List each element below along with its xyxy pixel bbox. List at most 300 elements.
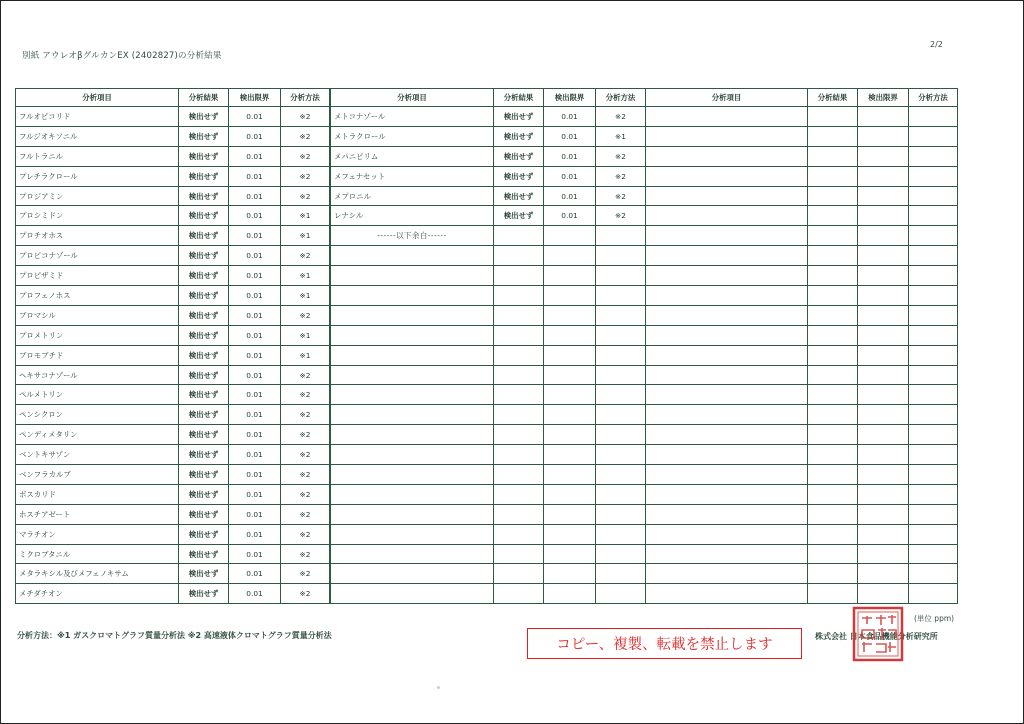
detection-limit: 0.01 <box>229 305 281 325</box>
empty-cell <box>646 445 808 465</box>
empty-cell <box>858 345 909 365</box>
analysis-method: ※2 <box>281 107 330 127</box>
empty-cell <box>544 266 596 286</box>
analysis-method: ※2 <box>281 445 330 465</box>
table-row <box>16 385 330 405</box>
table-row <box>16 564 330 584</box>
empty-cell <box>808 425 858 445</box>
table-row <box>16 425 330 445</box>
detection-limit: 0.01 <box>229 524 281 544</box>
empty-cell <box>596 445 646 465</box>
empty-cell <box>544 325 596 345</box>
empty-cell <box>596 286 646 306</box>
table-row <box>16 107 330 127</box>
empty-cell <box>544 365 596 385</box>
empty-cell <box>808 544 858 564</box>
table-row <box>331 385 646 405</box>
analysis-item-name: プレチラクロール <box>16 166 179 186</box>
detection-limit: 0.01 <box>229 166 281 186</box>
table-row <box>16 465 330 485</box>
analysis-item-name: ブロモブチド <box>16 345 179 365</box>
empty-cell <box>808 206 858 226</box>
empty-cell <box>331 345 494 365</box>
analysis-method: ※1 <box>281 266 330 286</box>
analysis-item-name: ヘキサコナゾール <box>16 365 179 385</box>
analysis-result: 検出せず <box>494 166 544 186</box>
table-row <box>646 564 958 584</box>
analysis-result: 検出せず <box>179 107 229 127</box>
empty-cell <box>596 584 646 604</box>
empty-cell <box>544 524 596 544</box>
analysis-method: ※1 <box>281 325 330 345</box>
analysis-result: 検出せず <box>179 524 229 544</box>
empty-cell <box>858 584 909 604</box>
empty-cell <box>544 484 596 504</box>
detection-limit: 0.01 <box>229 107 281 127</box>
empty-cell <box>331 504 494 524</box>
empty-cell <box>596 465 646 485</box>
table-row <box>646 445 958 465</box>
empty-cell <box>494 365 544 385</box>
empty-cell <box>808 146 858 166</box>
empty-cell <box>596 385 646 405</box>
empty-cell <box>544 584 596 604</box>
empty-cell <box>646 484 808 504</box>
empty-cell <box>808 246 858 266</box>
empty-cell <box>858 126 909 146</box>
column-header-limit: 検出限界 <box>229 89 281 107</box>
table-row <box>16 445 330 465</box>
analysis-method: ※1 <box>596 126 646 146</box>
analysis-method: ※1 <box>281 345 330 365</box>
empty-cell <box>331 246 494 266</box>
empty-cell <box>909 465 958 485</box>
detection-limit: 0.01 <box>229 484 281 504</box>
empty-cell <box>494 544 544 564</box>
table-row <box>646 286 958 306</box>
empty-cell <box>544 246 596 266</box>
empty-cell <box>909 385 958 405</box>
empty-cell <box>646 564 808 584</box>
empty-cell <box>494 504 544 524</box>
analysis-method: ※1 <box>281 226 330 246</box>
empty-cell <box>646 425 808 445</box>
unit-label: (単位 ppm) <box>914 614 955 623</box>
empty-cell <box>331 405 494 425</box>
table-row <box>646 524 958 544</box>
analysis-method: ※2 <box>281 166 330 186</box>
detection-limit: 0.01 <box>229 544 281 564</box>
table-row <box>16 286 330 306</box>
table-row <box>331 524 646 544</box>
analysis-item-name: フルオピコリド <box>16 107 179 127</box>
analysis-result: 検出せず <box>179 425 229 445</box>
empty-cell <box>596 524 646 544</box>
analysis-result: 検出せず <box>179 146 229 166</box>
table-header-row <box>331 89 646 107</box>
empty-cell <box>494 524 544 544</box>
table-row <box>16 186 330 206</box>
empty-cell <box>858 524 909 544</box>
table-row <box>331 465 646 485</box>
analysis-result: 検出せず <box>179 186 229 206</box>
page-title: 別紙 アウレオβグルカンEX (2402827)の分析結果 <box>22 51 222 61</box>
table-row <box>646 584 958 604</box>
empty-cell <box>808 107 858 127</box>
empty-cell <box>331 266 494 286</box>
detection-limit: 0.01 <box>229 126 281 146</box>
table-row <box>331 266 646 286</box>
empty-cell <box>858 325 909 345</box>
results-table-middle <box>330 88 646 604</box>
column-header-method: 分析方法 <box>281 89 330 107</box>
table-row <box>331 584 646 604</box>
column-header-limit: 検出限界 <box>544 89 596 107</box>
empty-cell <box>909 445 958 465</box>
empty-cell <box>808 266 858 286</box>
analysis-item-name: ブロマシル <box>16 305 179 325</box>
table-row <box>646 544 958 564</box>
analysis-item-name: ベンフラカルブ <box>16 465 179 485</box>
empty-cell <box>494 405 544 425</box>
table-row <box>16 345 330 365</box>
detection-limit: 0.01 <box>229 405 281 425</box>
detection-limit: 0.01 <box>229 206 281 226</box>
column-header-item: 分析項目 <box>331 89 494 107</box>
detection-limit: 0.01 <box>544 166 596 186</box>
empty-cell <box>909 544 958 564</box>
table-row <box>331 405 646 425</box>
company-seal-stamp <box>852 606 904 662</box>
empty-cell <box>808 445 858 465</box>
empty-cell <box>808 186 858 206</box>
empty-cell <box>808 345 858 365</box>
empty-cell <box>909 206 958 226</box>
analysis-method: ※2 <box>596 107 646 127</box>
empty-cell <box>909 425 958 445</box>
empty-cell <box>646 504 808 524</box>
analysis-item-name: メフェナセット <box>331 166 494 186</box>
column-header-result: 分析結果 <box>179 89 229 107</box>
analysis-result: 検出せず <box>494 206 544 226</box>
empty-cell <box>596 564 646 584</box>
empty-cell <box>808 564 858 584</box>
empty-cell <box>331 325 494 345</box>
analysis-method: ※2 <box>281 405 330 425</box>
table-header-row <box>646 89 958 107</box>
empty-cell <box>331 445 494 465</box>
empty-cell <box>596 544 646 564</box>
detection-limit: 0.01 <box>229 226 281 246</box>
empty-cell <box>596 305 646 325</box>
empty-cell <box>544 564 596 584</box>
empty-cell <box>808 405 858 425</box>
table-row <box>16 146 330 166</box>
analysis-method: ※1 <box>281 206 330 226</box>
detection-limit: 0.01 <box>544 107 596 127</box>
empty-cell <box>596 266 646 286</box>
empty-cell <box>808 126 858 146</box>
table-row <box>331 166 646 186</box>
empty-cell <box>858 246 909 266</box>
table-row <box>16 504 330 524</box>
analysis-method: ※2 <box>281 365 330 385</box>
table-row <box>16 584 330 604</box>
analysis-result: 検出せず <box>179 286 229 306</box>
empty-cell <box>596 325 646 345</box>
analysis-item-name: メチダチオン <box>16 584 179 604</box>
empty-cell <box>646 206 808 226</box>
empty-cell <box>646 166 808 186</box>
analysis-method: ※2 <box>596 146 646 166</box>
detection-limit: 0.01 <box>229 385 281 405</box>
analysis-method: ※1 <box>281 286 330 306</box>
empty-cell <box>858 504 909 524</box>
empty-cell <box>544 504 596 524</box>
empty-cell <box>808 365 858 385</box>
table-row <box>16 246 330 266</box>
empty-cell <box>808 166 858 186</box>
detection-limit: 0.01 <box>229 146 281 166</box>
column-header-item: 分析項目 <box>646 89 808 107</box>
analysis-item-name: フルトラニル <box>16 146 179 166</box>
empty-cell <box>494 266 544 286</box>
analysis-method: ※2 <box>281 484 330 504</box>
empty-cell <box>494 484 544 504</box>
table-row <box>646 226 958 246</box>
detection-limit: 0.01 <box>229 325 281 345</box>
analysis-result: 検出せず <box>179 246 229 266</box>
detection-limit: 0.01 <box>229 465 281 485</box>
empty-cell <box>544 345 596 365</box>
analysis-item-name: ホスチアゼート <box>16 504 179 524</box>
column-header-item: 分析項目 <box>16 89 179 107</box>
empty-cell <box>646 345 808 365</box>
table-row <box>331 425 646 445</box>
table-row <box>331 544 646 564</box>
table-row <box>331 325 646 345</box>
analysis-item-name: ペンシクロン <box>16 405 179 425</box>
empty-cell <box>494 584 544 604</box>
empty-cell <box>909 305 958 325</box>
analysis-result: 検出せず <box>179 445 229 465</box>
detection-limit: 0.01 <box>544 146 596 166</box>
table-row <box>646 126 958 146</box>
empty-cell <box>494 425 544 445</box>
analysis-item-name: メパニピリム <box>331 146 494 166</box>
empty-cell <box>909 286 958 306</box>
table-row <box>646 465 958 485</box>
empty-cell <box>858 484 909 504</box>
empty-cell <box>858 206 909 226</box>
table-row <box>646 305 958 325</box>
empty-cell <box>596 504 646 524</box>
empty-cell <box>909 186 958 206</box>
empty-cell <box>858 146 909 166</box>
analysis-result: 検出せず <box>179 345 229 365</box>
empty-cell <box>808 504 858 524</box>
empty-cell <box>646 365 808 385</box>
empty-cell <box>494 385 544 405</box>
detection-limit: 0.01 <box>229 564 281 584</box>
analysis-item-name: フルジオキソニル <box>16 126 179 146</box>
empty-cell <box>858 286 909 306</box>
empty-cell <box>858 365 909 385</box>
empty-cell <box>596 484 646 504</box>
table-row <box>646 146 958 166</box>
empty-cell <box>331 425 494 445</box>
empty-cell <box>331 544 494 564</box>
empty-cell <box>596 425 646 445</box>
table-row <box>331 246 646 266</box>
empty-cell <box>808 226 858 246</box>
empty-cell <box>909 226 958 246</box>
table-row <box>331 484 646 504</box>
analysis-item-name: プロメトリン <box>16 325 179 345</box>
analysis-result: 検出せず <box>179 166 229 186</box>
empty-cell <box>494 445 544 465</box>
empty-cell <box>858 544 909 564</box>
empty-cell <box>544 385 596 405</box>
empty-cell <box>858 385 909 405</box>
empty-cell <box>909 107 958 127</box>
empty-cell <box>646 465 808 485</box>
detection-limit: 0.01 <box>229 246 281 266</box>
analysis-item-name: ペンディメタリン <box>16 425 179 445</box>
analysis-item-name: ミクロブタニル <box>16 544 179 564</box>
empty-cell <box>909 166 958 186</box>
analysis-item-name: ボスカリド <box>16 484 179 504</box>
empty-cell <box>909 126 958 146</box>
table-row <box>331 186 646 206</box>
table-row <box>646 246 958 266</box>
column-header-result: 分析結果 <box>494 89 544 107</box>
column-header-method: 分析方法 <box>909 89 958 107</box>
scan-artifact-dot <box>437 686 440 689</box>
analysis-method: ※2 <box>281 564 330 584</box>
detection-limit: 0.01 <box>229 445 281 465</box>
empty-cell <box>909 504 958 524</box>
table-row <box>646 504 958 524</box>
analysis-item-name: プロフェノホス <box>16 286 179 306</box>
empty-cell <box>909 345 958 365</box>
empty-cell <box>858 305 909 325</box>
empty-cell <box>858 564 909 584</box>
empty-cell <box>909 584 958 604</box>
empty-cell <box>544 544 596 564</box>
empty-cell <box>646 226 808 246</box>
detection-limit: 0.01 <box>544 186 596 206</box>
analysis-method: ※2 <box>281 186 330 206</box>
analysis-item-name: プロピザミド <box>16 266 179 286</box>
analysis-result: 検出せず <box>179 385 229 405</box>
table-row <box>646 345 958 365</box>
table-row <box>646 166 958 186</box>
empty-cell <box>494 564 544 584</box>
empty-cell <box>858 266 909 286</box>
analysis-result: 検出せず <box>179 206 229 226</box>
empty-cell <box>646 246 808 266</box>
table-row <box>331 146 646 166</box>
table-row <box>16 226 330 246</box>
empty-cell <box>808 584 858 604</box>
detection-limit: 0.01 <box>229 186 281 206</box>
analysis-method: ※2 <box>281 584 330 604</box>
empty-cell <box>331 365 494 385</box>
empty-cell <box>909 146 958 166</box>
empty-cell <box>646 524 808 544</box>
analysis-item-name: メプロニル <box>331 186 494 206</box>
analysis-method: ※2 <box>281 126 330 146</box>
empty-cell <box>494 305 544 325</box>
empty-cell <box>909 405 958 425</box>
table-row <box>646 425 958 445</box>
analysis-item-name: プロシミドン <box>16 206 179 226</box>
table-row <box>331 504 646 524</box>
analysis-method: ※2 <box>281 385 330 405</box>
empty-cell <box>646 325 808 345</box>
empty-cell <box>596 345 646 365</box>
table-row <box>331 126 646 146</box>
table-row <box>16 524 330 544</box>
results-table-right <box>645 88 958 604</box>
empty-cell <box>544 286 596 306</box>
empty-cell <box>596 246 646 266</box>
empty-cell <box>494 345 544 365</box>
analysis-method: ※2 <box>596 206 646 226</box>
detection-limit: 0.01 <box>229 345 281 365</box>
detection-limit: 0.01 <box>229 286 281 306</box>
empty-cell <box>858 226 909 246</box>
table-row <box>331 445 646 465</box>
analysis-item-name: メタラキシル及びメフェノキサム <box>16 564 179 584</box>
table-row <box>16 166 330 186</box>
empty-cell <box>909 325 958 345</box>
empty-cell <box>858 445 909 465</box>
analysis-method: ※2 <box>281 544 330 564</box>
empty-cell <box>544 305 596 325</box>
empty-cell <box>646 405 808 425</box>
empty-cell <box>909 564 958 584</box>
empty-cell <box>331 286 494 306</box>
empty-cell <box>646 385 808 405</box>
empty-cell <box>858 425 909 445</box>
analysis-result: 検出せず <box>179 564 229 584</box>
copy-prohibited-notice: コピー、複製、転載を禁止します <box>527 628 802 659</box>
table-row <box>16 325 330 345</box>
analysis-result: 検出せず <box>494 126 544 146</box>
empty-cell <box>544 425 596 445</box>
table-header-row <box>16 89 330 107</box>
analysis-result: 検出せず <box>179 484 229 504</box>
table-row <box>331 206 646 226</box>
analysis-result: 検出せず <box>179 584 229 604</box>
table-row <box>646 405 958 425</box>
table-row <box>331 564 646 584</box>
empty-cell <box>808 465 858 485</box>
table-row <box>646 325 958 345</box>
analysis-result: 検出せず <box>494 107 544 127</box>
analysis-method: ※2 <box>596 186 646 206</box>
analysis-method: ※2 <box>596 166 646 186</box>
empty-cell <box>331 484 494 504</box>
empty-cell <box>494 325 544 345</box>
analysis-result: 検出せず <box>179 305 229 325</box>
analysis-method: ※2 <box>281 504 330 524</box>
analysis-item-name: メトコナゾール <box>331 107 494 127</box>
analysis-method: ※2 <box>281 305 330 325</box>
empty-cell <box>858 465 909 485</box>
